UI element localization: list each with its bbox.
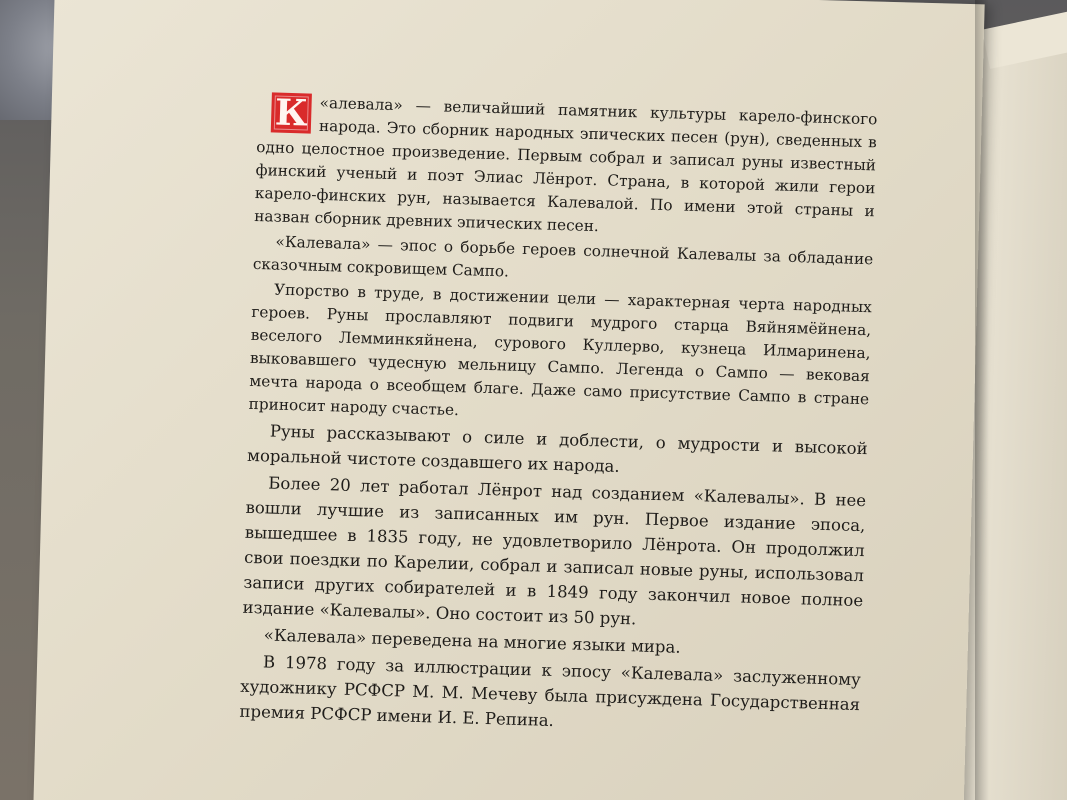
paragraph-runes: Руны рассказывают о силе и доблести, о мудрости и высокой моральной чистоте создавшего их народа.	[246, 421, 868, 476]
paragraph-text: «алевала» — величайший памятник культуры карело-финского народа. Это сборник народных эпических песен (рун), сведенных в одно целостное произведение. Первым собрал и записал руны известный финский ученый и поэт Элиас Лёнрот. Страна, в которой жили герои карело-финских рун, называется Калевалой. По имени этой страны и назван сборник древних эпических песен.	[253, 93, 878, 236]
paragraph-intro	[254, 90, 878, 246]
page-gutter-shadow	[975, 0, 989, 800]
paragraph-lonnrot: Более 20 лет работал Лёнрот над созданием «Калевалы». В нее вошли лучшие из записанных им рун. Первое издание эпоса, вышедшее в 1835 году, не удовлетворило Лёнрота. Он продолжил свои поездки по Карелии, собрал и записал новые руны, использовал записи других собирателей и в 1849 году закончил новое полное издание «Калевалы». Оно состоит из 50 рун.	[242, 473, 867, 629]
paragraph-epos: «Калевала» — эпос о борьбе героев солнечной Калевалы за обладание сказочным сокровищем Сампо.	[252, 232, 874, 281]
dropcap-letter: К	[271, 92, 312, 133]
article-text	[239, 90, 878, 744]
paragraph-prize: В 1978 году за иллюстрации к эпосу «Калевала» заслуженному художнику РСФСР М. М. Мечеву была присуждена Государственная премия РСФСР имени И. Е. Репина.	[239, 652, 862, 731]
paragraph-heroes: Упорство в труде, в достижении цели — характерная черта народных героев. Руны прославляют подвиги мудрого старца Вяйнямёйнена, веселого Лемминкяйнена, сурового Куллерво, кузнеца Илмаринена, выковавшего чудесную мельницу Сампо. Легенда о Сампо — вековая мечта народа о всеобщем благе. Даже само присутствие Сампо в стране приносит народу счастье.	[248, 280, 873, 420]
paragraph-translations: «Калевала» переведена на многие языки мира.	[263, 625, 681, 657]
